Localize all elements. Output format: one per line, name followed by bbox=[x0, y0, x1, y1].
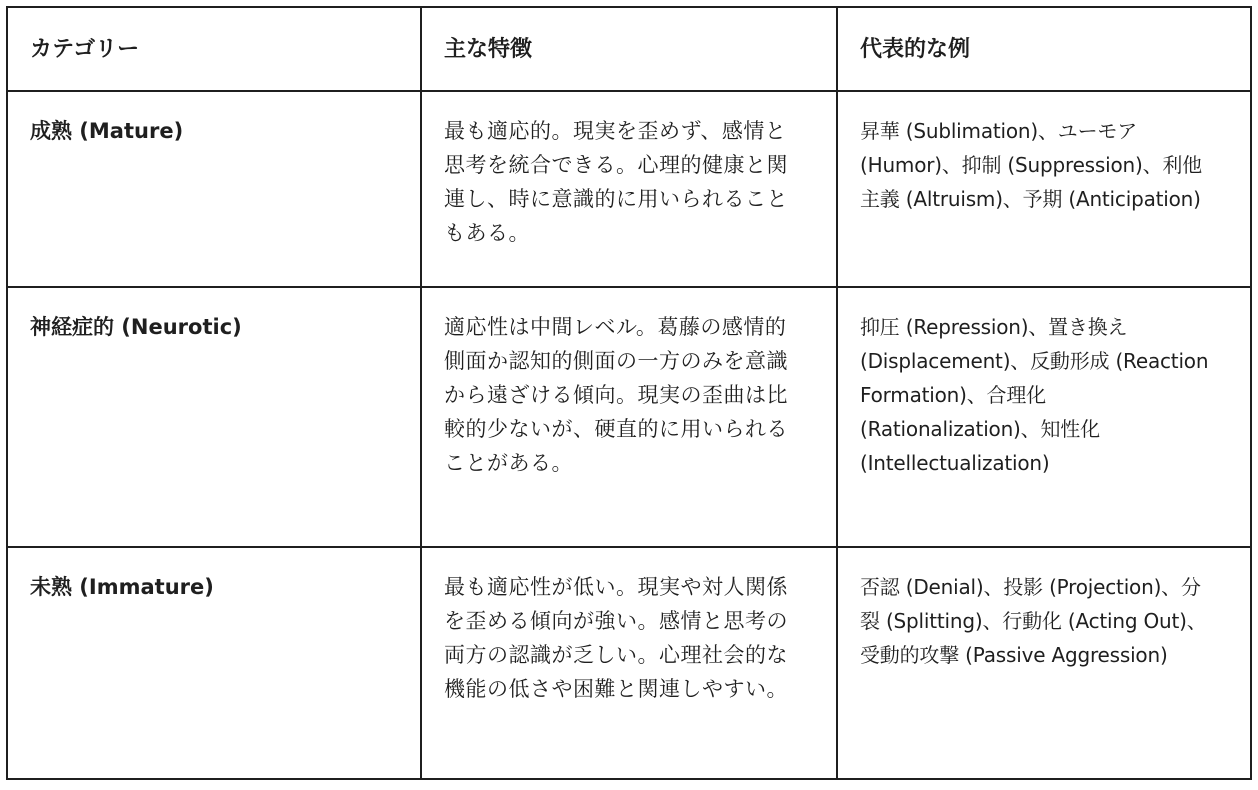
features-cell bbox=[421, 91, 837, 287]
header-category: カテゴリー bbox=[30, 37, 140, 62]
header-cell-category bbox=[7, 7, 421, 91]
header-cell-examples bbox=[837, 7, 1251, 91]
category-label: 成熟 (Mature) bbox=[30, 119, 184, 143]
header-features: 主な特徴 bbox=[444, 37, 533, 62]
features-cell bbox=[421, 287, 837, 547]
category-cell bbox=[7, 547, 421, 779]
table-row bbox=[7, 287, 1251, 547]
category-cell bbox=[7, 287, 421, 547]
table-row bbox=[7, 547, 1251, 779]
features-text: 最も適応的。現実を歪めず、感情と思考を統合できる。心理的健康と関連し、時に意識的に用いられることもある。 bbox=[444, 119, 788, 245]
features-text: 適応性は中間レベル。葛藤の感情的側面か認知的側面の一方のみを意識から遠ざける傾向。現実の歪曲は比較的少ないが、硬直的に用いられることがある。 bbox=[444, 315, 788, 475]
header-cell-features bbox=[421, 7, 837, 91]
category-cell bbox=[7, 91, 421, 287]
examples-text: 抑圧 (Repression)、置き換え (Displacement)、反動形成 (Reaction Formation)、合理化 (Rationalization)、知性化 (Intellectualization) bbox=[860, 315, 1209, 475]
category-label: 未熟 (Immature) bbox=[30, 575, 214, 599]
table-row bbox=[7, 91, 1251, 287]
features-text: 最も適応性が低い。現実や対人関係を歪める傾向が強い。感情と思考の両方の認識が乏しい。心理社会的な機能の低さや困難と関連しやすい。 bbox=[444, 575, 788, 701]
examples-text: 昇華 (Sublimation)、ユーモア (Humor)、抑制 (Suppression)、利他主義 (Altruism)、予期 (Anticipation) bbox=[860, 119, 1202, 211]
examples-cell bbox=[837, 91, 1251, 287]
defense-mechanisms-table bbox=[6, 6, 1252, 780]
examples-cell bbox=[837, 287, 1251, 547]
examples-text: 否認 (Denial)、投影 (Projection)、分裂 (Splitting)、行動化 (Acting Out)、受動的攻撃 (Passive Aggression) bbox=[860, 575, 1207, 667]
header-examples: 代表的な例 bbox=[860, 37, 971, 62]
table-header-row bbox=[7, 7, 1251, 91]
category-label: 神経症的 (Neurotic) bbox=[30, 315, 242, 339]
examples-cell bbox=[837, 547, 1251, 779]
features-cell bbox=[421, 547, 837, 779]
